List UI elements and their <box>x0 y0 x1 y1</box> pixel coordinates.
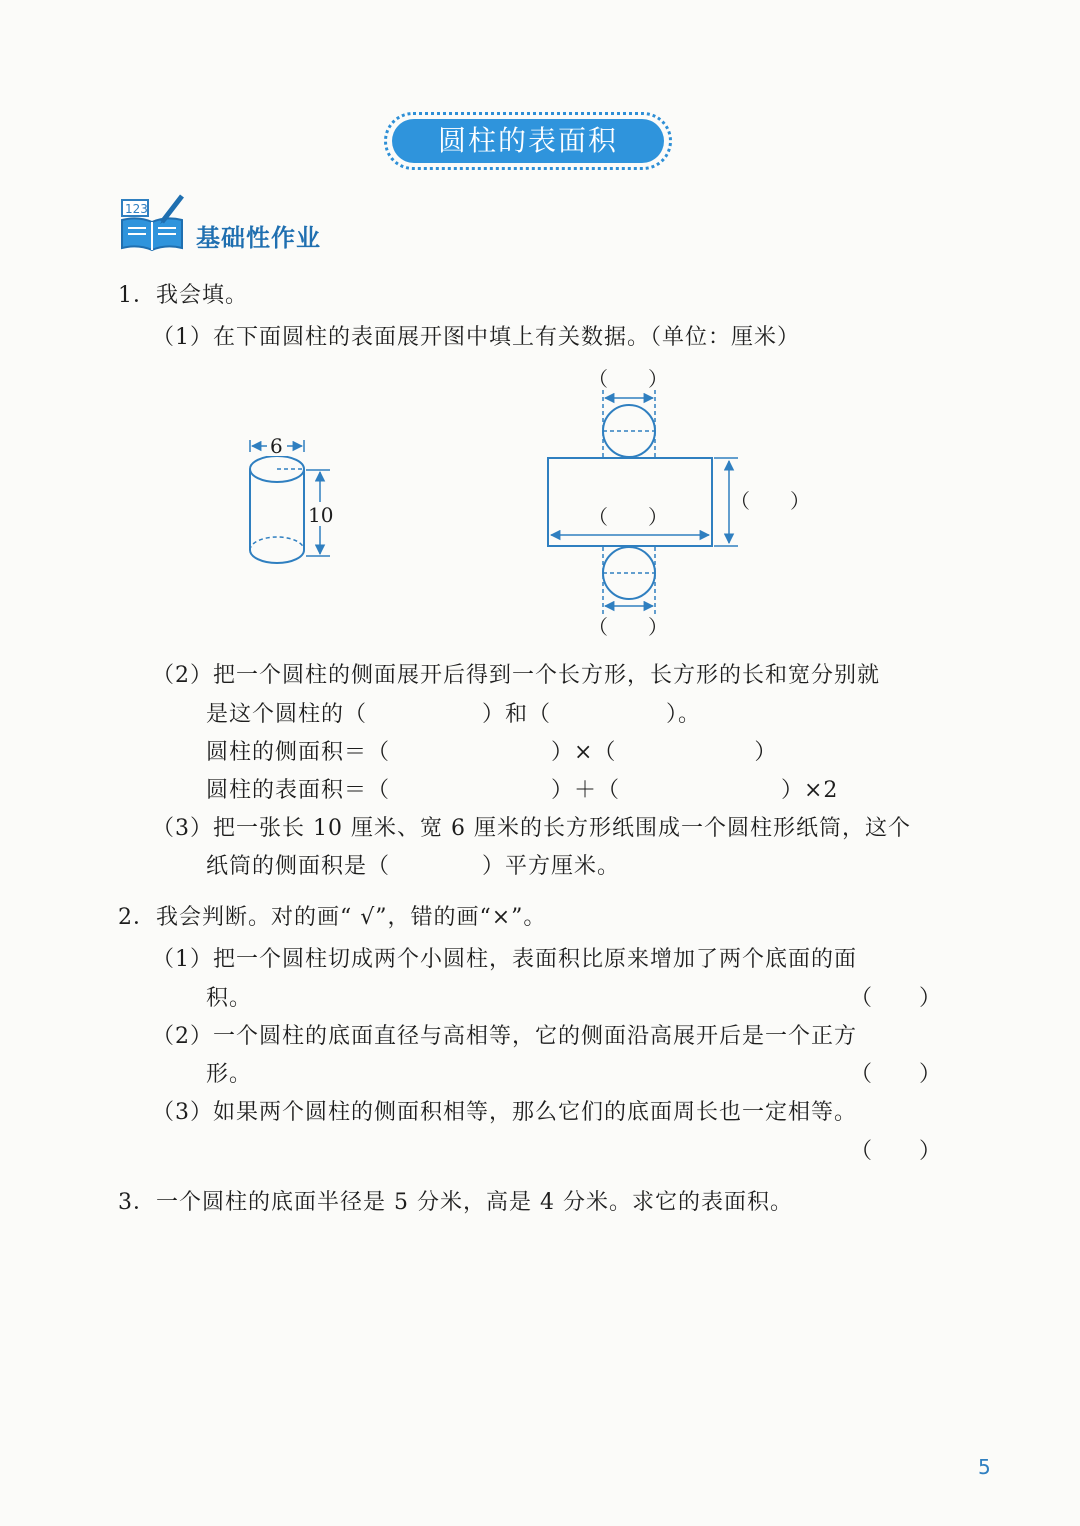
q2-item1-line2: 积。 <box>206 986 253 1011</box>
q1-p3-line2: 纸筒的侧面积是（ ）平方厘米。 <box>206 854 621 879</box>
icon-digits: 123 <box>125 202 148 216</box>
cylinder-figure <box>0 360 1080 650</box>
q1-heading: 1．我会填。 <box>118 283 248 308</box>
blank-rect-width: （ ） <box>730 489 810 513</box>
q1-p1: （1）在下面圆柱的表面展开图中填上有关数据。（单位：厘米） <box>152 325 800 350</box>
height-label: 10 <box>308 503 334 527</box>
page-number: 5 <box>978 1455 991 1479</box>
cylinder-3d <box>250 434 334 563</box>
diameter-label: 6 <box>270 434 283 458</box>
blank-rect-length: （ ） <box>588 505 668 529</box>
q2-item3-line1: （3）如果两个圆柱的侧面积相等，那么它们的底面周长也一定相等。 <box>152 1100 857 1125</box>
blank-bottom-diameter: （ ） <box>588 615 668 639</box>
q1-p3-line1: （3）把一张长 10 厘米、宽 6 厘米的长方形纸围成一个圆柱形纸筒，这个 <box>152 816 911 841</box>
q1-p2-line4: 圆柱的表面积＝（ ）＋（ ）×2 <box>206 778 839 803</box>
section-heading: 基础性作业 <box>196 224 321 252</box>
q1-p2-line2: 是这个圆柱的（ ）和（ ）。 <box>206 702 702 727</box>
page-title: 圆柱的表面积 <box>392 119 664 163</box>
q2-item2-line2: 形。 <box>206 1062 253 1087</box>
q3-text: 3．一个圆柱的底面半径是 5 分米，高是 4 分米。求它的表面积。 <box>118 1190 793 1215</box>
q1-p2-line3: 圆柱的侧面积＝（ ）×（ ） <box>206 740 778 765</box>
q1-p2-line1: （2）把一个圆柱的侧面展开后得到一个长方形，长方形的长和宽分别就 <box>152 663 880 688</box>
q2-item2-answer: （ ） <box>850 1062 943 1087</box>
q2-item1-answer: （ ） <box>850 986 943 1011</box>
q2-item1-line1: （1）把一个圆柱切成两个小圆柱，表面积比原来增加了两个底面的面 <box>152 947 857 972</box>
q2-item3-answer: （ ） <box>850 1139 943 1164</box>
book-pencil-icon <box>118 192 188 254</box>
q2-heading: 2．我会判断。对的画“ √”，错的画“×”。 <box>118 905 547 930</box>
cylinder-net <box>548 390 738 616</box>
blank-top-diameter: （ ） <box>588 367 668 391</box>
q2-item2-line1: （2）一个圆柱的底面直径与高相等，它的侧面沿高展开后是一个正方 <box>152 1024 857 1049</box>
